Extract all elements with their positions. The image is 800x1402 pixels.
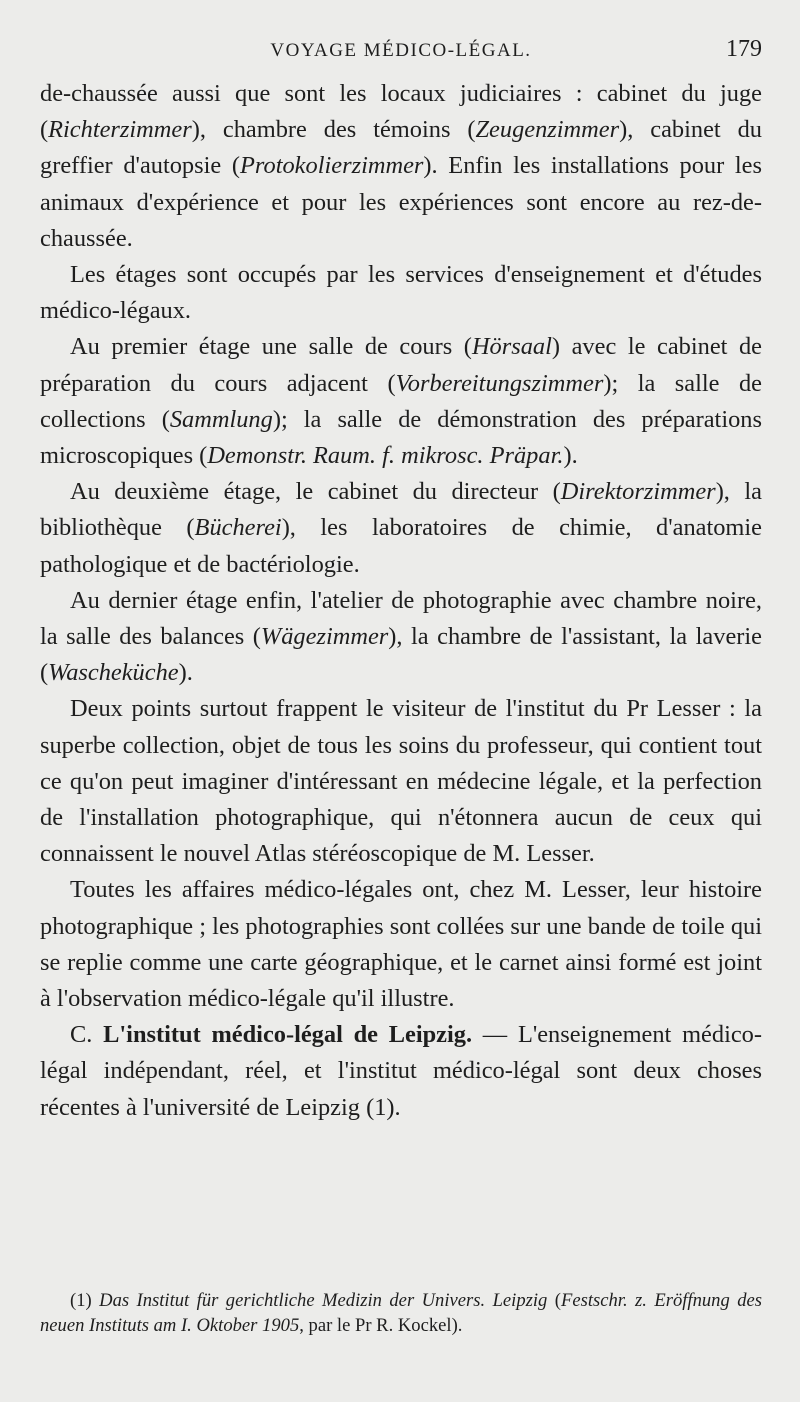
paragraph [40,257,762,329]
german-term: Direktorzimmer [560,478,716,506]
text-run: ) avec le cabinet de préparation du cours adjacent ( [40,333,762,397]
text-run: ), la chambre de l'assistant, la laverie ( [40,623,762,687]
text-run: ), cabinet du greffier d'autopsie ( [40,116,762,180]
text-run: , par le Pr R. Kockel). [299,1315,463,1336]
text-run: Toutes les affaires médico-légales ont, chez M. Lesser, leur histoire photographique ; les photographies sont collées sur une bande de toile qui se replie comme une carte géographique, et le carnet ainsi formé est joint à l'observation médico-légale qu'il illustre. [40,876,762,1013]
body-text [40,76,762,1126]
text-run: ), la bibliothèque ( [40,478,762,542]
german-term: Protokolierzimmer [240,152,424,180]
text-run: ). [563,442,578,470]
page-header [40,36,762,72]
paragraph [40,76,762,257]
text-run: ). [178,659,193,687]
text-run: de-chaussée aussi que sont les locaux judiciaires : cabinet du juge ( [40,80,762,144]
paragraph [40,329,762,474]
section-paragraph [40,1017,762,1126]
text-run: ). Enfin les installations pour les animaux d'expérience et pour les expériences sont encore au rez-de-chaussée. [40,152,762,252]
text-run: — L'enseignement médico-légal indépendant, réel, et l'institut médico-légal sont deux choses récentes à l'université de Leipzig (1). [40,1021,762,1121]
text-run: ( [547,1290,561,1311]
text-run: Les étages sont occupés par les services d'enseignement et d'études médico-légaux. [40,261,762,325]
text-run: Au dernier étage enfin, l'atelier de photographie avec chambre noire, la salle des balances ( [40,586,762,651]
text-run: ); la salle de démonstration des préparations microscopiques ( [40,405,762,470]
footnote-source: Festschr. z. Eröffnung des neuen Instituts am I. Oktober 1905 [40,1290,762,1336]
text-run: Deux points surtout frappent le visiteur de l'institut du Pr Lesser : la superbe collection, objet de tous les soins du professeur, qui contient tout ce qu'on peut imaginer d'intéressant en médecine légale, et la perfection de l'installation photographique, qui n'étonnera aucun de ceux qui connaissent le nouvel Atlas stéréoscopique de M. Lesser. [40,695,762,868]
german-term: Bücherei [194,514,282,542]
text-run: Au premier étage une salle de cours ( [70,333,472,361]
section-label: C. [70,1021,93,1049]
german-term: Wägezimmer [260,623,389,651]
paragraph [40,583,762,692]
text-run: ), chambre des témoins ( [191,116,476,144]
text-run: Au deuxième étage, le cabinet du directeur ( [70,478,561,506]
section-title: L'institut médico-légal de Leipzig. [103,1021,473,1049]
german-term: Sammlung [169,405,273,433]
paragraph [40,474,762,583]
paragraph [40,872,762,1017]
german-term: Richterzimmer [48,116,192,144]
footnote-marker: (1) [70,1290,92,1311]
german-term: Wascheküche [48,659,179,687]
text-run: ), les laboratoires de chimie, d'anatomie pathologique et de bactériologie. [40,514,763,578]
german-term: Demonstr. Raum. f. mikrosc. Präpar. [207,442,564,470]
german-term: Hörsaal [471,333,552,361]
text-run: ); la salle de collections ( [40,369,763,433]
footnotes [40,1288,762,1338]
running-head: VOYAGE MÉDICO-LÉGAL. [270,40,532,61]
footnote-title: Das Institut für gerichtliche Medizin der Univers. Leipzig [99,1290,548,1311]
footnote [40,1288,762,1338]
german-term: Zeugenzimmer [475,116,620,144]
paragraph [40,691,762,872]
german-term: Vorbereitungszimmer [395,369,604,397]
page-number: 179 [726,36,762,62]
